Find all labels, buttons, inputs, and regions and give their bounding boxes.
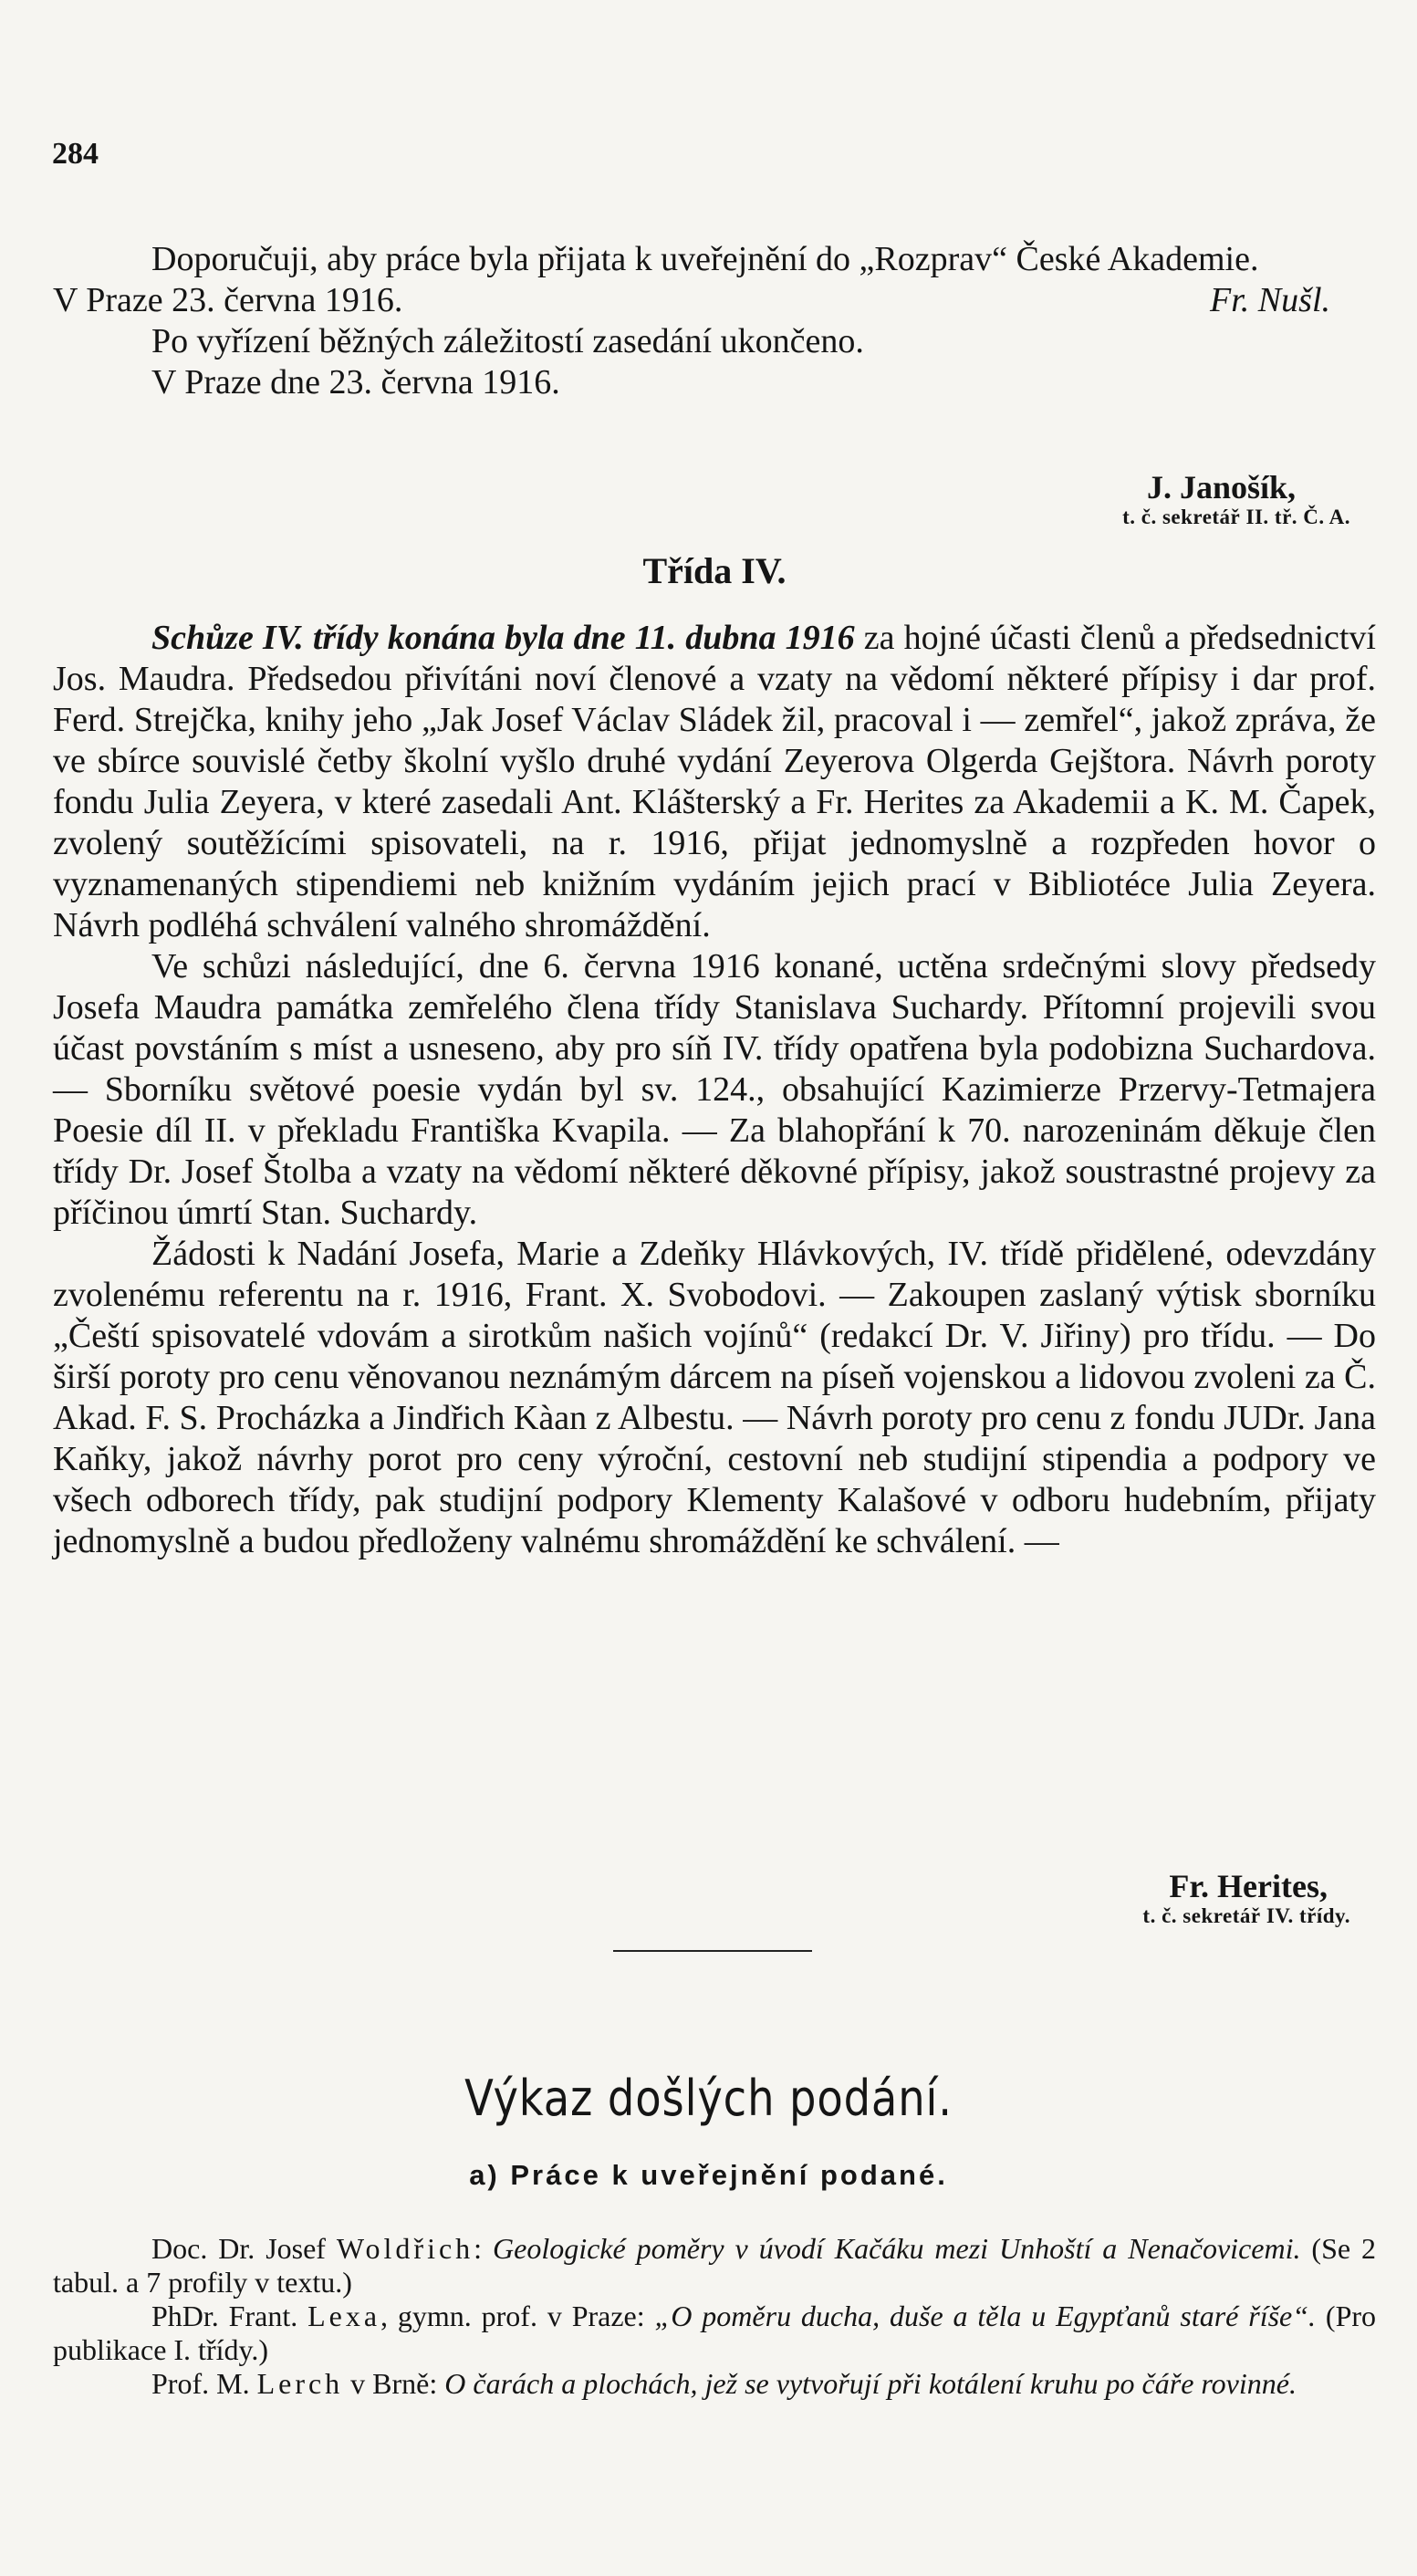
signature-name: J. Janošík, bbox=[1146, 469, 1296, 506]
entry-title: „O poměru ducha, duše a těla u Egypťanů staré říše“. bbox=[654, 2300, 1317, 2332]
recommendation-text: Doporučuji, aby práce byla přijata k uveřejnění do „Rozprav“ České Akademie. bbox=[151, 240, 1259, 278]
entry-author: Lexa bbox=[307, 2300, 381, 2332]
signature-name-2: Fr. Herites, bbox=[1169, 1868, 1328, 1904]
intro-block bbox=[53, 239, 1376, 403]
list-item bbox=[53, 2367, 1376, 2401]
entry-note: (Se 2 tabul. a 7 profily v textu.) bbox=[53, 2232, 1376, 2299]
entry-sep: : bbox=[474, 2232, 493, 2265]
report-subtitle: a) Práce k uveřejnění podané. bbox=[469, 2159, 948, 2191]
report-title: Výkaz došlých podání. bbox=[464, 2070, 953, 2127]
list-item bbox=[53, 2300, 1376, 2367]
entry-prefix: Prof. M. bbox=[151, 2367, 257, 2400]
signature-title: t. č. sekretář II. tř. Č. A. bbox=[1122, 506, 1350, 528]
date-signer-line bbox=[53, 280, 1376, 321]
divider-rule bbox=[613, 1950, 812, 1952]
entry-sep: , gymn. prof. v Praze: bbox=[380, 2300, 655, 2332]
paragraph-1 bbox=[53, 618, 1376, 946]
entry-note: (Pro publikace I. třídy.) bbox=[53, 2300, 1377, 2366]
entry-author: Lerch bbox=[256, 2367, 344, 2400]
paragraph-3: Žádosti k Nadání Josefa, Marie a Zdeňky Hlávkových, IV. třídě přidělené, odevzdány zvolenému referentu na r. 1916, Frant. X. Svobodovi. — Zakoupen zaslaný výtisk sborníku „Čeští spisovatelé vdovám a sirotkům našich vojínů“ (redakcí Dr. V. Jiřiny) pro třídu. — Do širší poroty pro cenu věnovanou neznámým dárcem na píseň vojenskou a lidovou zvoleni za Č. Akad. F. S. Procházka a Jindřich Kàan z Albestu. — Návrh poroty pro cenu z fondu JUDr. Jana Kaňky, jakož návrhy porot pro ceny výroční, cestovní neb studijní stipendia a podpory ve všech odborech třídy, pak studijní podpory Klementy Kalašové v odboru hudebním, přijaty jednomyslně a budou předloženy valnému shromáždění ke schválení. — bbox=[53, 1235, 1376, 1560]
entry-title: Geologické poměry v úvodí Kačáku mezi Unhoští a Nenačovicemi. bbox=[493, 2232, 1301, 2265]
signature-1 bbox=[53, 469, 1376, 529]
entry-sep: v Brně: bbox=[343, 2367, 445, 2400]
entry-prefix: PhDr. Frant. bbox=[151, 2300, 308, 2332]
page-number: 284 bbox=[52, 137, 99, 171]
signature-title-2: t. č. sekretář IV. třídy. bbox=[1142, 1904, 1350, 1927]
meeting-lead: Schůze IV. třídy konána byla dne 11. dubna 1916 bbox=[151, 619, 855, 657]
paragraph-2: Ve schůzi následující, dne 6. června 1916 konané, uctěna srdečnými slovy předsedy Josefa Maudra památka zemřelého člena třídy Stanislava Suchardy. Přítomní projevili svou účast povstáním s míst a usneseno, aby pro síň IV. třídy opatřena byla podobizna Suchardova. — Sborníku světové poesie vydán byl sv. 124., obsahující Kazimierze Przervy-Tetmajera Poesie díl II. v překladu Františka Kvapila. — Za blahopřání k 70. narozeninám děkuje člen třídy Dr. Josef Štolba a vzaty na vědomí některé děkovné přípisy, jakož soustrastné projevy za příčinou úmrtí Stan. Suchardy. bbox=[53, 947, 1376, 1232]
section-body bbox=[53, 618, 1376, 1562]
date-line-2: V Praze dne 23. června 1916. bbox=[151, 363, 560, 402]
signature-2 bbox=[53, 1868, 1376, 1928]
list-item bbox=[53, 2232, 1376, 2300]
entry-prefix: Doc. Dr. Josef bbox=[151, 2232, 337, 2265]
section-title: Třída IV. bbox=[642, 550, 787, 591]
paragraph-1-text: za hojné účasti členů a předsednictví Jos. Maudra. Předsedou přivítáni noví členové a vzaty na vědomí některé přípisy i dar prof. Ferd. Strejčka, knihy jeho „Jak Josef Václav Sládek žil, pracoval i — zemřel“, jakož zpráva, že ve sbírce souvislé četby školní vyšlo druhé vydání Zeyerova Olgerda Gejštora. Návrh poroty fondu Julia Zeyera, v které zasedali Ant. Klášterský a Fr. Herites za Akademii a K. M. Čapek, zvolený soutěžícími spisovateli, na r. 1916, přijat jednomyslně a rozpředen hovor o vyznamenaných stipendiemi neb knižním vydáním jejich prací v Bibliotéce Julia Zeyera. Návrh podléhá schválení valného shromáždění. bbox=[53, 619, 1376, 944]
entry-title: O čarách a plochách, jež se vytvořují při kotálení kruhu po čáře rovinné. bbox=[444, 2367, 1297, 2400]
entry-author: Woldřich bbox=[336, 2232, 474, 2265]
closing-text: Po vyřízení běžných záležitostí zasedání ukončeno. bbox=[151, 322, 864, 360]
date-line: V Praze 23. června 1916. bbox=[53, 281, 403, 319]
signer-name: Fr. Nušl. bbox=[1210, 281, 1330, 319]
submission-list bbox=[53, 2232, 1376, 2401]
